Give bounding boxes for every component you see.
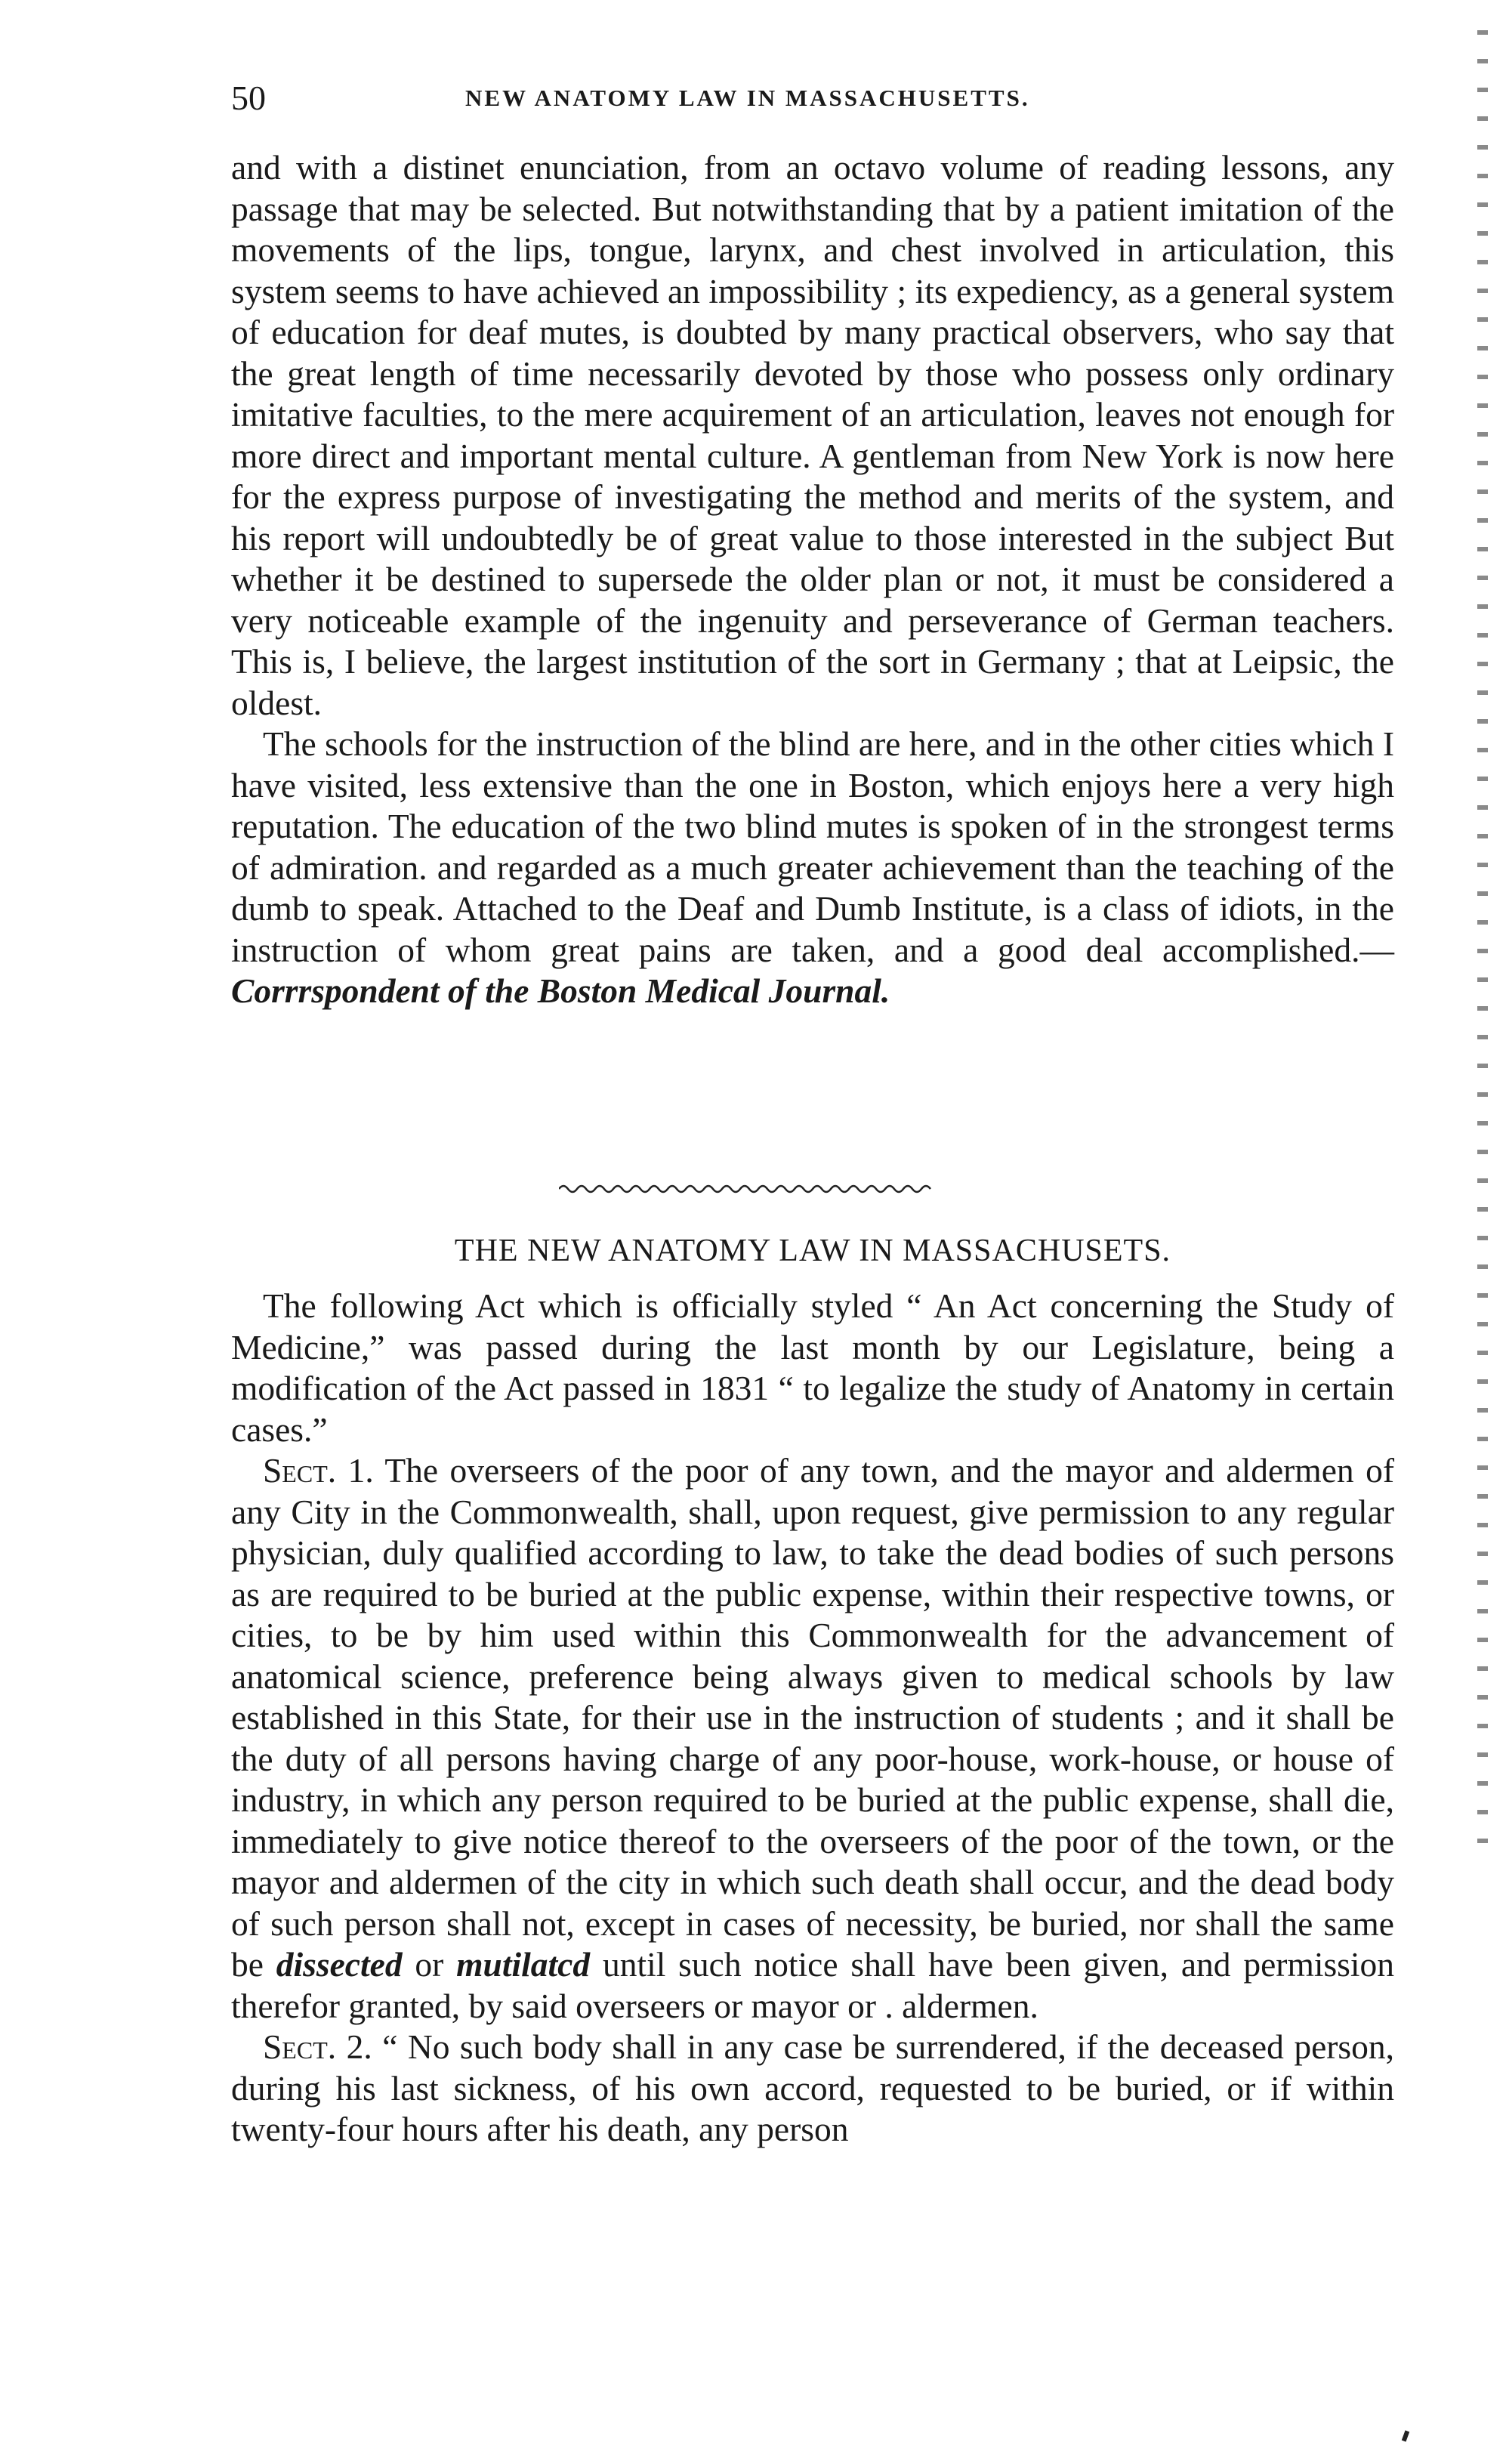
letter-signature: Corrrspondent of the Boston Medical Journal. (231, 971, 890, 1010)
section-2 (231, 2027, 1394, 2151)
running-title: NEW ANATOMY LAW IN MASSACHUSETTS. (465, 85, 1030, 111)
section-2-label: Sect. 2. (263, 2027, 372, 2066)
stray-ink-mark (1402, 2430, 1409, 2441)
section-divider-ornament (559, 1178, 937, 1196)
section-1-text-b: until such notice shall have been given, and permission therefor granted, by said overseers or mayor or . aldermen. (231, 1945, 1395, 2025)
anatomy-act-text (231, 1286, 1394, 2151)
letter-excerpt (231, 147, 1394, 1012)
section-1-label: Sect. 1. (263, 1451, 374, 1490)
act-introduction: The following Act which is officially styled “ An Act concerning the Study of Medicine,” was passed during the last month by our Legislature, being a modification of the Act passed in 1831 “ to legalize the study of Anatomy in certain cases.” (231, 1286, 1394, 1449)
section-2-text: “ No such body shall in any case be surrendered, if the deceased person, during his last sickness, of his own accord, requested to be buried, or if within twenty-four hours after his death, any person (231, 2027, 1395, 2148)
section-1-or: or (415, 1945, 444, 1984)
letter-paragraph-2 (231, 724, 1394, 1012)
running-head (231, 76, 1394, 121)
section-1-emphasis-mutilated: mutilatcd (456, 1945, 591, 1984)
article-title: THE NEW ANATOMY LAW IN MASSACHUSETS. (454, 1234, 1171, 1268)
page-number: 50 (231, 79, 266, 117)
page-edge-speckle (1477, 30, 1488, 1843)
section-1-text-a: The overseers of the poor of any town, and the mayor and aldermen of any City in the Commonwealth, shall, upon request, give permission to any regular physician, duly qualified according to law, to take the dead bodies of such persons as are required to be buried at the public expense, within their respective towns, or cities, to be by him used within this Commonwealth for the advancement of anatomical science, preference being always given to medical schools by law established in this State, for their use in the instruction of students ; and it shall be the duty of all persons having charge of any poor-house, work-house, or house of industry, in which any person required to be buried at the public expense, shall die, immediately to give notice thereof to the overseers of the poor of the town, or the mayor and aldermen of the city in which such death shall occur, and the dead body of such person shall not, except in cases of necessity, be buried, nor shall the same be (231, 1451, 1394, 1984)
section-1-emphasis-dissected: dissected (276, 1945, 403, 1984)
letter-paragraph-2-text: The schools for the instruction of the blind are here, and in the other cities which I have visited, less extensive than the one in Boston, which enjoys here a very high reputation. The education of the two blind mutes is spoken of in the strongest terms of admiration. and regarded as a much greater achievement than the teaching of the dumb to speak. Attached to the Deaf and Dumb Institute, is a class of idiots, in the instruction of whom great pains are taken, and a good deal accomplished.— (231, 724, 1394, 969)
section-1 (231, 1450, 1394, 2027)
letter-paragraph-1: and with a distinet enunciation, from an octavo volume of reading lessons, any passage that may be selected. But notwithstanding that by a patient imitation of the movements of the lips, tongue, larynx, and chest involved in articulation, this system seems to have achieved an impossibility ; its expediency, as a general system of education for deaf mutes, is doubted by many practical observers, who say that the great length of time necessarily devoted by those who possess only ordinary imitative faculties, to the mere acquirement of an articulation, leaves not enough for more direct and important mental culture. A gentleman from New York is now here for the express purpose of investigating the method and merits of the system, and his report will undoubtedly be of great value to those interested in the subject But whether it be destined to supersede the older plan or not, it must be considered a very noticeable example of the ingenuity and perseverance of German teachers. This is, I believe, the largest institution of the sort in Germany ; that at Leipsic, the oldest. (231, 148, 1394, 722)
